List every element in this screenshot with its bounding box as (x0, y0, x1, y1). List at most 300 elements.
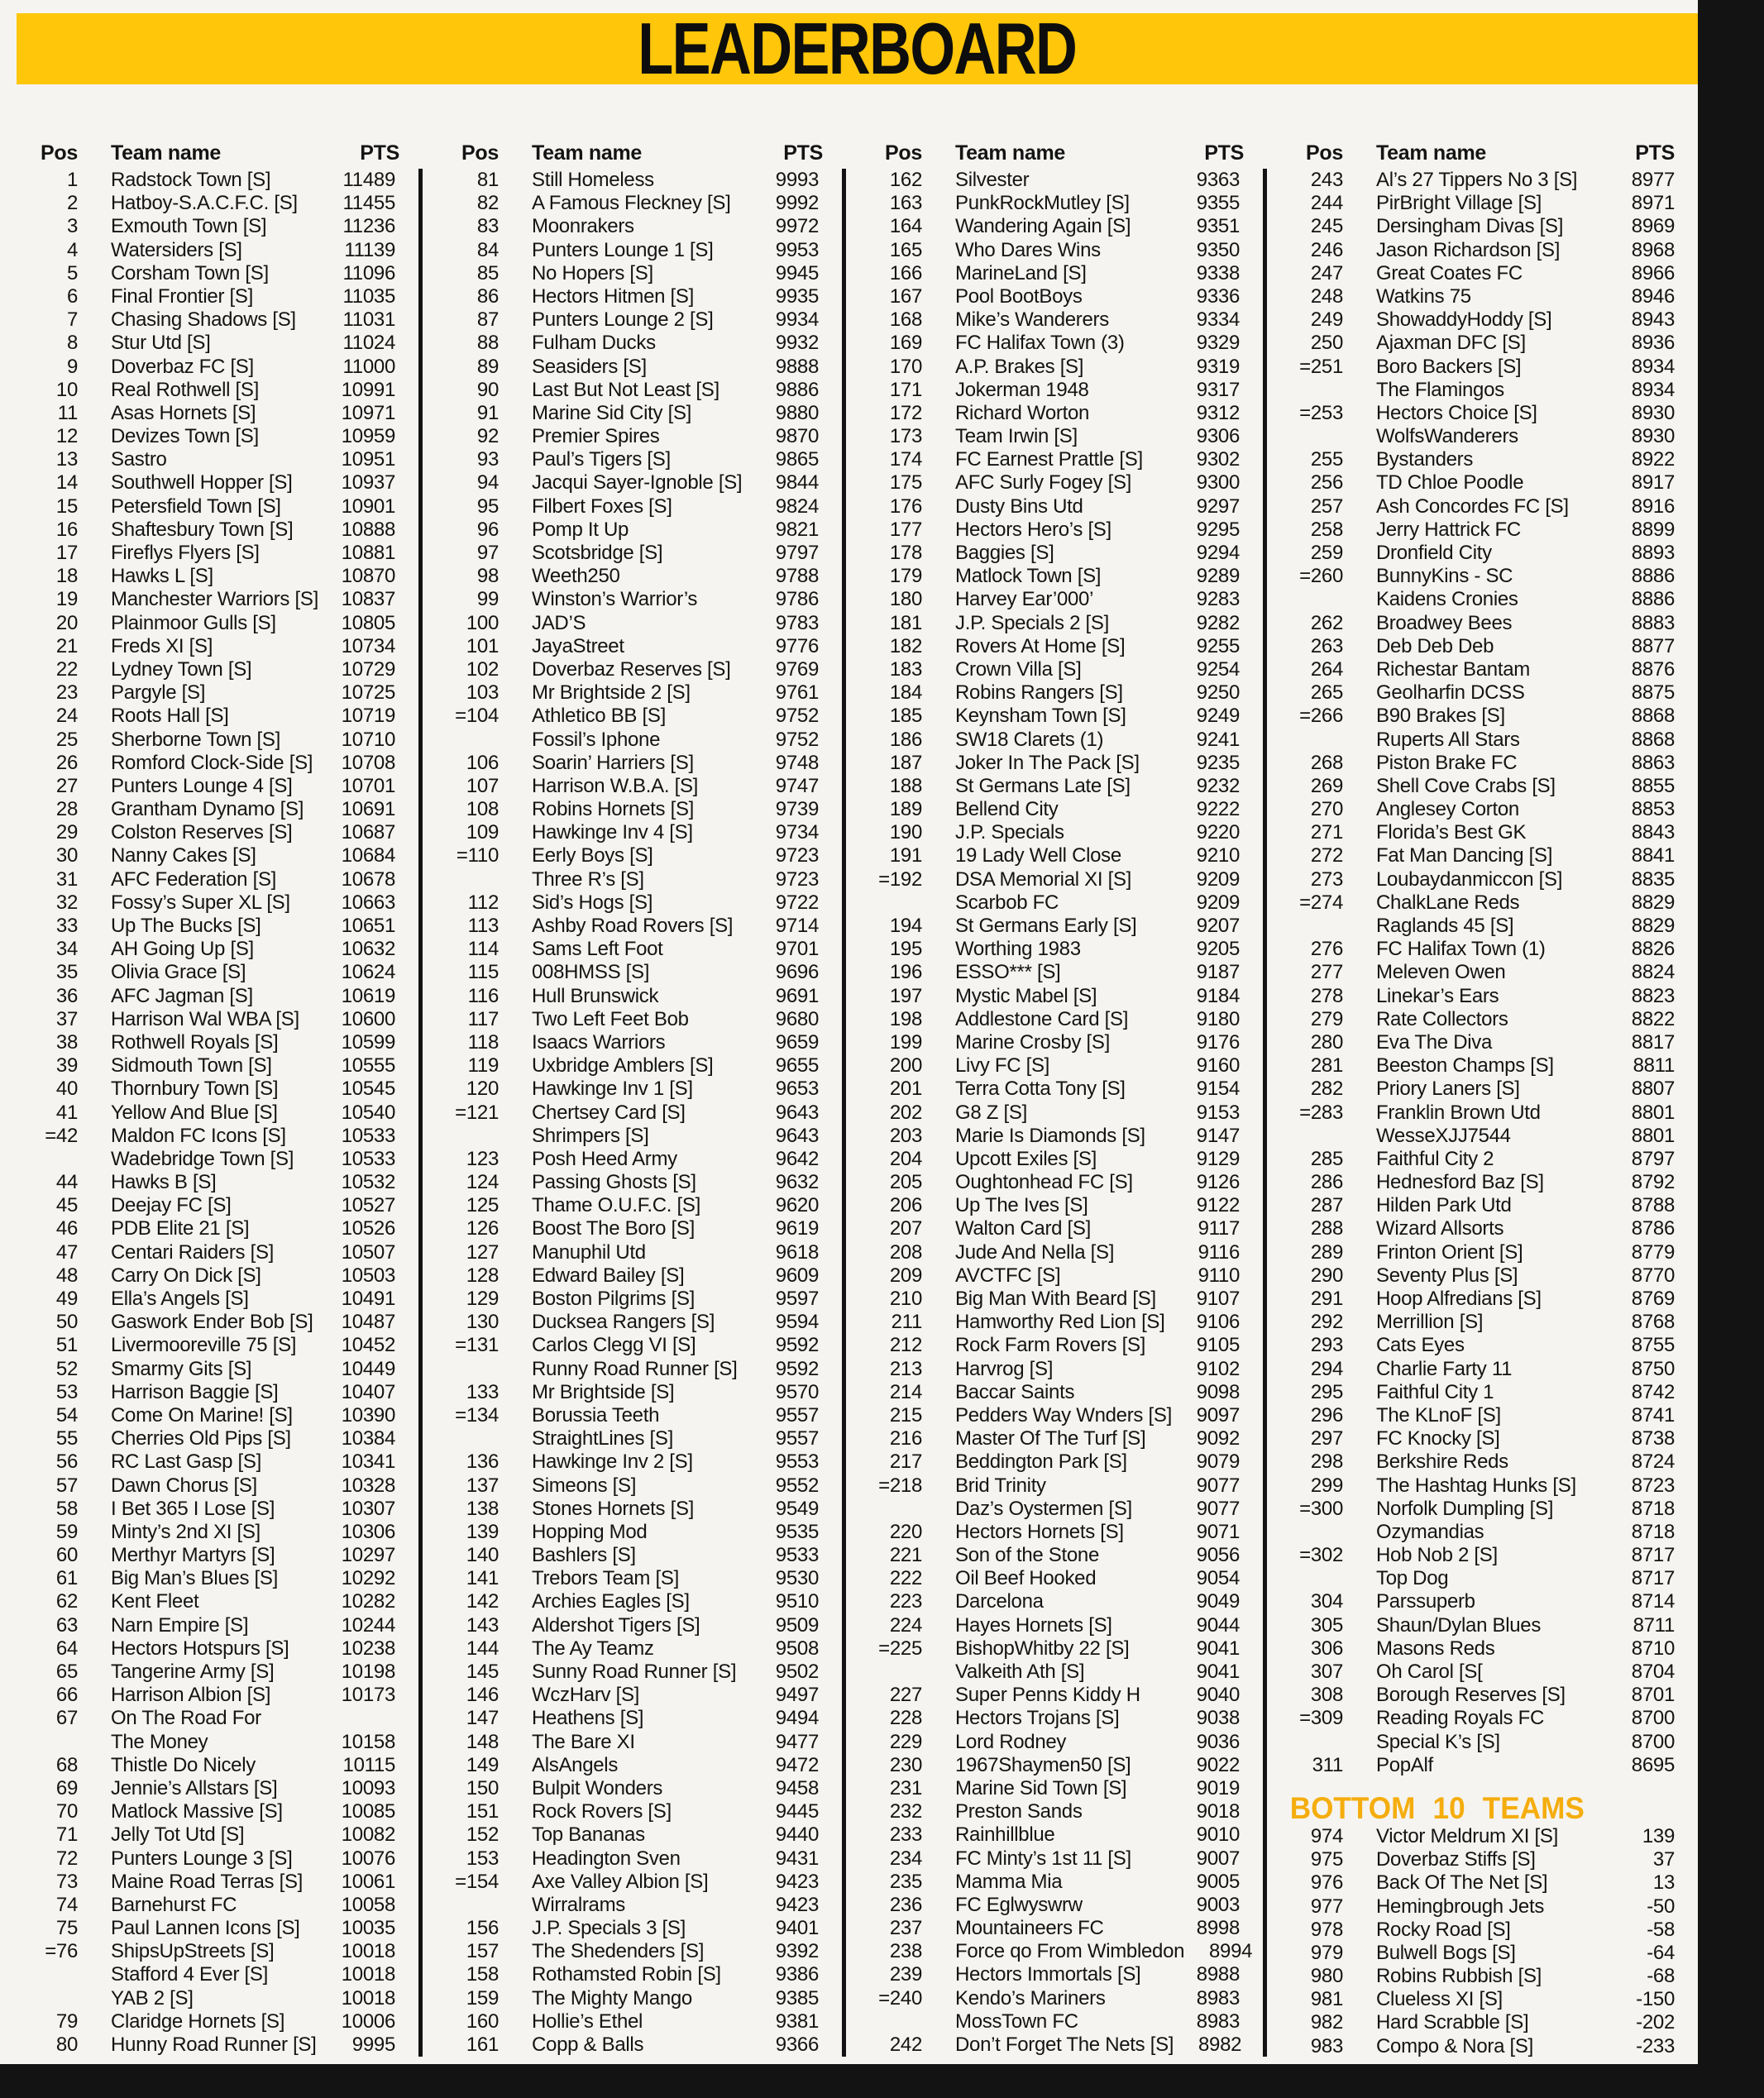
pos-cell: 10 (55, 378, 78, 401)
table-row (864, 775, 1263, 798)
team-cell: Parssuperb (1376, 1590, 1475, 1613)
team-cell: Marie Is Diamonds [S] (955, 1124, 1145, 1147)
pos-cell: 83 (476, 215, 499, 238)
team-cell: AVCTFC [S] (955, 1264, 1061, 1287)
pos-cell: 12 (55, 425, 78, 448)
table-row (441, 938, 842, 961)
pts-cell: 9739 (775, 798, 819, 821)
pts-cell: 9187 (1196, 961, 1240, 984)
pos-cell: 89 (476, 355, 499, 378)
table-row (864, 519, 1263, 542)
table-row (864, 2010, 1263, 2033)
table-row (20, 1264, 418, 1288)
pts-cell: 8750 (1631, 1357, 1675, 1380)
table-row (441, 1847, 842, 1871)
team-cell: Uxbridge Amblers [S] (532, 1054, 714, 1078)
leaderboard-columns (20, 116, 1698, 2058)
table-row (20, 332, 418, 355)
pos-cell: 237 (889, 1917, 922, 1940)
table-row (20, 1217, 418, 1240)
pts-cell: 9752 (775, 728, 819, 751)
pts-cell: 9126 (1196, 1171, 1240, 1194)
team-cell: TD Chloe Poodle (1376, 471, 1524, 495)
pos-cell: 47 (55, 1240, 78, 1264)
table-row (441, 985, 842, 1008)
pts-cell: 10061 (341, 1870, 395, 1893)
pts-cell: 10837 (341, 588, 395, 611)
pts-cell: 9752 (775, 705, 819, 728)
table-row (20, 1102, 418, 1125)
pos-cell: 148 (466, 1730, 499, 1753)
pos-cell: 212 (889, 1334, 922, 1357)
table-row (864, 798, 1263, 821)
pos-cell: 277 (1310, 961, 1343, 984)
pts-cell: 10306 (341, 1520, 395, 1543)
pos-cell: 180 (889, 588, 922, 611)
pts-cell: 9696 (775, 961, 819, 984)
pos-cell: 56 (55, 1450, 78, 1474)
team-cell: Passing Ghosts [S] (532, 1171, 696, 1194)
pts-cell: 9105 (1196, 1334, 1240, 1357)
table-row (20, 1661, 418, 1684)
pos-cell: 239 (889, 1963, 922, 1986)
pos-cell: 230 (889, 1753, 922, 1776)
pts-cell: 9098 (1196, 1380, 1240, 1403)
team-cell: Deb Deb Deb (1376, 634, 1494, 657)
team-cell: FC Earnest Prattle [S] (955, 448, 1143, 471)
pts-cell: 10390 (341, 1403, 395, 1427)
table-row (441, 658, 842, 681)
table-row (20, 938, 418, 961)
pos-cell: 73 (55, 1870, 78, 1893)
pts-cell: 10527 (341, 1194, 395, 1217)
pos-cell: 151 (466, 1800, 499, 1823)
pts-cell: 9319 (1196, 355, 1240, 378)
table-row (864, 1217, 1263, 1240)
bottom-10-heading: BOTTOM 10 TEAMS (1289, 1790, 1585, 1825)
team-cell: YAB 2 [S] (111, 1986, 194, 2010)
pos-cell: 50 (55, 1311, 78, 1334)
pos-cell: 262 (1310, 611, 1343, 634)
pos-cell: 34 (55, 938, 78, 961)
team-cell: Boston Pilgrims [S] (532, 1288, 696, 1310)
pts-cell: 8829 (1631, 891, 1675, 914)
pts-cell: 8853 (1631, 798, 1675, 821)
pos-cell (1285, 729, 1343, 752)
pts-cell: 9510 (775, 1590, 819, 1613)
pos-cell: =283 (1299, 1101, 1343, 1124)
table-row (1285, 1311, 1698, 1334)
pos-cell: 288 (1310, 1217, 1343, 1240)
team-cell: Hob Nob 2 [S] (1376, 1544, 1498, 1567)
pts-cell: 9714 (775, 915, 819, 937)
pts-cell: 8826 (1631, 938, 1675, 961)
team-cell: Stur Utd [S] (111, 332, 211, 355)
pos-cell: 198 (889, 1007, 922, 1030)
pos-cell: 71 (55, 1823, 78, 1847)
table-row (864, 1963, 1263, 1986)
pos-cell: 290 (1310, 1264, 1343, 1287)
pos-cell: 150 (466, 1776, 499, 1799)
pos-cell: 249 (1310, 308, 1343, 332)
pts-cell: 9761 (775, 681, 819, 705)
pos-cell: 168 (889, 308, 922, 332)
pts-cell: 8877 (1631, 634, 1675, 657)
table-row (1285, 519, 1698, 542)
team-cell: Hawks B [S] (111, 1171, 217, 1194)
pts-cell: 8863 (1631, 751, 1675, 774)
table-row (1285, 379, 1698, 402)
team-cell: Exmouth Town [S] (111, 215, 267, 238)
pts-cell: 10555 (341, 1054, 395, 1078)
pts-cell: 9241 (1196, 728, 1240, 751)
table-row (1285, 1125, 1698, 1148)
team-cell: Watkins 75 (1376, 284, 1471, 308)
table-row (864, 1054, 1263, 1078)
pos-cell: 294 (1310, 1357, 1343, 1380)
table-row (441, 565, 842, 588)
pts-cell: 9282 (1196, 611, 1240, 634)
pts-cell: 11035 (342, 284, 395, 308)
pts-cell: 10018 (341, 1986, 395, 2010)
table-row (864, 1171, 1263, 1194)
pts-cell: 8822 (1631, 1007, 1675, 1030)
table-row (1285, 729, 1698, 752)
table-row (864, 1358, 1263, 1381)
table-row (20, 215, 418, 238)
table-row (1285, 1590, 1698, 1613)
pos-cell: 299 (1310, 1474, 1343, 1497)
table-row (441, 262, 842, 285)
table-row (20, 752, 418, 775)
pos-cell: 265 (1310, 681, 1343, 705)
team-cell: Doverbaz Stiffs [S] (1376, 1848, 1536, 1871)
table-row (1285, 1919, 1698, 1942)
pts-cell: 10991 (341, 378, 395, 401)
pts-cell: 10710 (341, 728, 395, 751)
pos-cell: 147 (466, 1707, 499, 1730)
pts-cell: 9653 (775, 1078, 819, 1101)
pts-cell: 8797 (1631, 1147, 1675, 1170)
pts-cell: 8934 (1631, 378, 1675, 401)
table-row (20, 1917, 418, 1940)
pts-cell: 9865 (775, 448, 819, 471)
pos-cell: 223 (889, 1590, 922, 1613)
pts-cell: 9250 (1196, 681, 1240, 705)
team-cell: Who Dares Wins (955, 238, 1101, 261)
team-cell: Sams Left Foot (532, 938, 663, 961)
pos-cell: 281 (1310, 1054, 1343, 1078)
team-cell: Don’t Forget The Nets [S] (955, 2033, 1174, 2056)
table-row (20, 588, 418, 611)
team-cell: Up The Bucks [S] (111, 915, 261, 937)
pos-cell: 123 (466, 1147, 499, 1170)
team-cell: Team Irwin [S] (955, 425, 1078, 448)
table-row (20, 868, 418, 891)
pts-cell: 10951 (341, 448, 395, 471)
table-row (864, 752, 1263, 775)
table-row (441, 1358, 842, 1381)
pos-cell: 63 (55, 1613, 78, 1637)
pos-cell: 308 (1310, 1684, 1343, 1707)
table-row (864, 1894, 1263, 1917)
table-row (441, 1031, 842, 1054)
team-cell: Hectors Trojans [S] (955, 1707, 1120, 1730)
pts-cell: 9222 (1196, 798, 1240, 821)
table-row (864, 612, 1263, 635)
team-cell: Loubaydanmiccon [S] (1376, 867, 1563, 891)
pts-cell: 9153 (1196, 1101, 1240, 1124)
pts-cell: 9154 (1196, 1078, 1240, 1101)
pts-cell: 9888 (775, 355, 819, 378)
pos-cell: 242 (889, 2033, 922, 2056)
table-row (441, 1288, 842, 1311)
team-cell: Hemingbrough Jets (1376, 1895, 1545, 1918)
pos-cell: 163 (889, 192, 922, 215)
pts-cell: 9077 (1196, 1474, 1240, 1497)
pts-cell: 9643 (775, 1101, 819, 1124)
team-cell: Fat Man Dancing [S] (1376, 844, 1553, 867)
table-row (1285, 1684, 1698, 1707)
pos-cell: 243 (1310, 169, 1343, 191)
team-cell: The Ay Teamz (532, 1637, 654, 1660)
pos-cell (864, 1661, 922, 1684)
table-row (441, 332, 842, 355)
table-row (20, 1498, 418, 1521)
pts-cell: 9934 (775, 308, 819, 332)
table-row (441, 425, 842, 448)
pts-cell: 9306 (1196, 425, 1240, 448)
pos-cell: 25 (55, 728, 78, 751)
pts-cell: 9797 (775, 542, 819, 564)
team-cell: Pool BootBoys (955, 284, 1083, 308)
team-cell: Bulwell Bogs [S] (1376, 1941, 1516, 1964)
team-cell: Runny Road Runner [S] (532, 1357, 738, 1380)
table-row (864, 1311, 1263, 1334)
team-cell: Hopping Mod (532, 1520, 648, 1543)
team-cell: The Hashtag Hunks [S] (1376, 1474, 1576, 1497)
table-row (441, 1917, 842, 1940)
pos-cell: 90 (476, 378, 499, 401)
pts-cell: 9701 (775, 938, 819, 961)
table-row (20, 1987, 418, 2010)
table-row (441, 1731, 842, 1754)
table-row (1285, 1707, 1698, 1730)
pts-cell: 9659 (775, 1030, 819, 1054)
pts-cell: 10085 (341, 1800, 395, 1823)
pos-cell: =76 (45, 1940, 78, 1963)
pts-cell: 9691 (775, 984, 819, 1007)
pts-cell: 10018 (341, 1963, 395, 1986)
pts-cell: 9300 (1196, 471, 1240, 495)
pts-cell: 9995 (351, 2033, 395, 2056)
team-cell: Norfolk Dumpling [S] (1376, 1497, 1554, 1520)
pos-cell: 5 (66, 261, 78, 284)
table-row (864, 448, 1263, 471)
table-row (1285, 308, 1698, 332)
pos-cell: 93 (476, 448, 499, 471)
pos-header: Pos (1306, 141, 1343, 165)
pts-cell: 9557 (775, 1427, 819, 1450)
pos-cell: 126 (466, 1217, 499, 1240)
pts-cell: 8988 (1196, 1963, 1240, 1986)
pos-cell: 183 (889, 657, 922, 681)
team-cell: Raglands 45 [S] (1376, 915, 1514, 937)
pos-cell: 86 (476, 284, 499, 308)
team-cell: Colston Reserves [S] (111, 821, 293, 844)
team-cell: FC Eglwyswrw (955, 1893, 1083, 1916)
table-row (864, 1567, 1263, 1590)
pts-cell: 9209 (1196, 867, 1240, 891)
pts-cell: 9788 (775, 565, 819, 588)
pts-cell: 9618 (775, 1240, 819, 1264)
pos-cell: 184 (889, 681, 922, 705)
pos-cell: 188 (889, 774, 922, 797)
team-cell: Centari Raiders [S] (111, 1240, 275, 1264)
pos-cell: 160 (466, 2010, 499, 2033)
team-cell: Mystic Mabel [S] (955, 984, 1097, 1007)
team-cell: SW18 Clarets (1) (955, 728, 1104, 751)
pts-cell: -202 (1636, 2011, 1675, 2034)
pos-cell: 143 (466, 1613, 499, 1637)
pos-cell: 146 (466, 1684, 499, 1707)
table-row (1285, 542, 1698, 565)
pos-cell: 272 (1310, 844, 1343, 867)
pos-cell: 120 (466, 1078, 499, 1101)
pts-cell: 9106 (1196, 1311, 1240, 1334)
table-row (20, 985, 418, 1008)
pos-cell: 41 (55, 1101, 78, 1124)
team-cell: The Shedenders [S] (532, 1940, 705, 1963)
pts-cell: 8930 (1631, 425, 1675, 448)
team-cell: Meleven Owen (1376, 961, 1506, 984)
team-cell: Bashlers [S] (532, 1544, 636, 1567)
team-cell: St Germans Early [S] (955, 915, 1137, 937)
team-cell: Hard Scrabble [S] (1376, 2011, 1529, 2034)
pos-cell: 8 (66, 332, 78, 355)
pos-cell: 96 (476, 518, 499, 541)
pts-cell: 8724 (1631, 1450, 1675, 1474)
team-cell: Tangerine Army [S] (111, 1661, 275, 1683)
team-cell: Lord Rodney (955, 1730, 1067, 1753)
pts-cell: 9880 (775, 401, 819, 424)
pos-cell: 17 (55, 542, 78, 564)
table-row (441, 1427, 842, 1450)
pts-cell: 10725 (341, 681, 395, 705)
team-cell: Clueless XI [S] (1376, 1988, 1503, 2011)
pts-cell: 10006 (341, 2010, 395, 2033)
pos-cell: =260 (1299, 565, 1343, 588)
pts-cell: 10545 (341, 1078, 395, 1101)
pts-cell: 10238 (341, 1637, 395, 1660)
team-cell: Baggies [S] (955, 542, 1054, 564)
pts-cell: 10729 (341, 657, 395, 681)
table-row (864, 1148, 1263, 1171)
table-row (864, 1102, 1263, 1125)
pts-cell: 9056 (1196, 1544, 1240, 1567)
pos-cell: 264 (1310, 657, 1343, 681)
team-cell: Livermooreville 75 [S] (111, 1334, 297, 1357)
table-row (1285, 1078, 1698, 1101)
table-row (20, 1054, 418, 1078)
team-cell: Matlock Massive [S] (111, 1800, 283, 1823)
pos-cell: 15 (55, 495, 78, 518)
pos-cell: 98 (476, 565, 499, 588)
table-row (20, 495, 418, 519)
pts-cell: 11096 (342, 261, 395, 284)
team-cell: J.P. Specials (955, 821, 1064, 844)
table-row (1285, 1288, 1698, 1311)
team-cell: No Hopers [S] (532, 261, 653, 284)
pos-cell: 227 (889, 1684, 922, 1707)
pts-cell: 9038 (1196, 1707, 1240, 1730)
pos-cell (441, 868, 499, 891)
pts-cell: 8971 (1631, 192, 1675, 215)
team-cell: Ruperts All Stars (1376, 728, 1520, 751)
team-cell: Geolharfin DCSS (1376, 681, 1525, 705)
pts-cell: 9748 (775, 751, 819, 774)
pos-cell: 159 (466, 1986, 499, 2010)
pos-cell: 4 (66, 238, 78, 261)
team-cell: JayaStreet (532, 634, 624, 657)
pts-cell: 9992 (775, 192, 819, 215)
table-row (864, 938, 1263, 961)
pts-cell: 8843 (1631, 821, 1675, 844)
table-row (20, 192, 418, 215)
pos-cell: 74 (55, 1893, 78, 1916)
pos-cell: 228 (889, 1707, 922, 1730)
pos-cell: 22 (55, 657, 78, 681)
pos-cell: 1 (66, 169, 78, 191)
pts-cell: 9552 (775, 1474, 819, 1497)
pts-cell: 9783 (775, 611, 819, 634)
pts-cell: 8886 (1631, 588, 1675, 611)
table-row (864, 425, 1263, 448)
table-row (1285, 169, 1698, 192)
pos-cell: 307 (1310, 1661, 1343, 1683)
team-name-header: Team name (955, 141, 1066, 165)
pos-cell: 3 (66, 215, 78, 238)
table-row (20, 1474, 418, 1498)
table-row (1285, 356, 1698, 379)
table-row (20, 1754, 418, 1777)
team-cell: Jacqui Sayer-Ignoble [S] (532, 471, 743, 495)
pts-cell: 10487 (341, 1311, 395, 1334)
column-2 (423, 116, 846, 2058)
pos-cell: 282 (1310, 1078, 1343, 1101)
pts-cell: 9592 (775, 1334, 819, 1357)
team-cell: Anglesey Corton (1376, 798, 1519, 821)
table-row (1285, 1404, 1698, 1427)
pos-cell: 306 (1310, 1637, 1343, 1660)
table-row (441, 612, 842, 635)
table-row (864, 1427, 1263, 1450)
pts-cell: 9180 (1196, 1007, 1240, 1030)
pts-cell: 10719 (341, 705, 395, 728)
pos-cell: 263 (1310, 634, 1343, 657)
pts-cell: 9176 (1196, 1030, 1240, 1054)
pts-cell: 9680 (775, 1007, 819, 1030)
team-cell: Rock Farm Rovers [S] (955, 1334, 1146, 1357)
pos-cell: 173 (889, 425, 922, 448)
pos-cell: 30 (55, 844, 78, 867)
pos-cell (20, 1731, 78, 1754)
pts-cell: 10452 (341, 1334, 395, 1357)
pos-cell: 46 (55, 1217, 78, 1240)
table-row (1285, 1358, 1698, 1381)
pts-cell (327, 1707, 418, 1730)
pos-cell: 204 (889, 1147, 922, 1170)
